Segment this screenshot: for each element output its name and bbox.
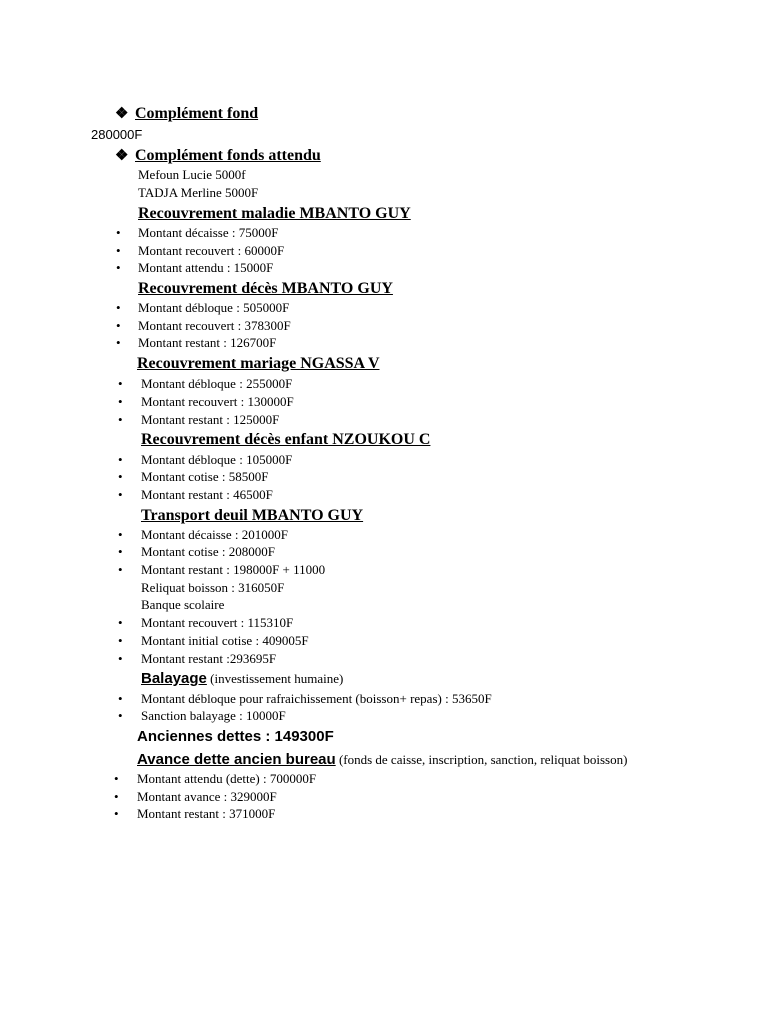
list-item: Montant décaisse : 201000F [141, 527, 288, 542]
bullet-icon: • [118, 562, 123, 577]
bullet-icon: • [118, 633, 123, 648]
heading-text: Balayage [141, 670, 207, 687]
bullet-icon: • [118, 651, 123, 666]
heading-text: Complément fond [135, 105, 259, 122]
list-item: Montant restant : 46500F [141, 487, 273, 502]
diamond-bullet-icon: ❖ [115, 148, 129, 164]
bullet-icon: • [118, 544, 123, 559]
heading-text: Avance dette ancien bureau [137, 751, 336, 768]
bullet-icon: • [116, 243, 121, 258]
bullet-icon: • [116, 335, 121, 350]
text-line: Mefoun Lucie 5000f [138, 167, 246, 182]
heading-recouvrement-mariage: Recouvrement mariage NGASSA V [137, 355, 380, 372]
text-line: Banque scolaire [141, 597, 225, 612]
list-item: Montant débloque pour rafraichissement (boisson+ repas) : 53650F [141, 691, 492, 706]
bullet-icon: • [118, 412, 123, 427]
list-item: Montant débloque : 255000F [141, 376, 293, 391]
heading-complement-fond [115, 104, 258, 124]
bullet-icon: • [116, 318, 121, 333]
heading-balayage [141, 669, 343, 688]
bullet-icon: • [114, 789, 119, 804]
list-item: Montant décaisse : 75000F [138, 225, 279, 240]
amount-line: 280000F [91, 127, 143, 142]
list-item: Montant avance : 329000F [137, 789, 277, 804]
heading-recouvrement-maladie: Recouvrement maladie MBANTO GUY [138, 205, 411, 222]
bullet-icon: • [114, 806, 119, 821]
list-item: Montant cotise : 208000F [141, 544, 275, 559]
bullet-icon: • [118, 691, 123, 706]
bullet-icon: • [118, 708, 123, 723]
heading-avance-dette [137, 750, 627, 769]
bullet-icon: • [118, 527, 123, 542]
heading-recouvrement-deces-enfant: Recouvrement décès enfant NZOUKOU C [141, 431, 431, 448]
bullet-icon: • [118, 452, 123, 467]
bullet-icon: • [116, 300, 121, 315]
heading-text: Complément fonds attendu [135, 147, 321, 164]
list-item: Montant débloque : 105000F [141, 452, 293, 467]
bullet-icon: • [116, 260, 121, 275]
heading-note: (fonds de caisse, inscription, sanction, reliquat boisson) [338, 752, 628, 767]
bullet-icon: • [118, 469, 123, 484]
list-item: Montant restant : 198000F + 11000 [141, 562, 326, 577]
list-item: Montant restant :293695F [141, 651, 277, 666]
bullet-icon: • [118, 487, 123, 502]
list-item: Sanction balayage : 10000F [141, 708, 286, 723]
list-item: Montant recouvert : 115310F [141, 615, 294, 630]
text-line: TADJA Merline 5000F [138, 185, 259, 200]
list-item: Montant restant : 125000F [141, 412, 280, 427]
list-item: Montant recouvert : 130000F [141, 394, 294, 409]
text-line: Reliquat boisson : 316050F [141, 580, 285, 595]
list-item: Montant attendu : 15000F [138, 260, 274, 275]
list-item: Montant débloque : 505000F [138, 300, 290, 315]
bullet-icon: • [116, 225, 121, 240]
list-item: Montant attendu (dette) : 700000F [137, 771, 317, 786]
heading-note: (investissement humaine) [210, 671, 344, 686]
heading-anciennes-dettes: Anciennes dettes : 149300F [137, 728, 334, 745]
list-item: Montant restant : 371000F [137, 806, 276, 821]
bullet-icon: • [118, 394, 123, 409]
list-item: Montant initial cotise : 409005F [141, 633, 309, 648]
heading-recouvrement-deces: Recouvrement décès MBANTO GUY [138, 280, 393, 297]
heading-complement-fonds-attendu [115, 146, 321, 166]
bullet-icon: • [114, 771, 119, 786]
diamond-bullet-icon: ❖ [115, 106, 129, 122]
heading-transport-deuil: Transport deuil MBANTO GUY [141, 507, 364, 524]
list-item: Montant restant : 126700F [138, 335, 277, 350]
bullet-icon: • [118, 615, 123, 630]
bullet-icon: • [118, 376, 123, 391]
list-item: Montant cotise : 58500F [141, 469, 269, 484]
list-item: Montant recouvert : 378300F [138, 318, 291, 333]
list-item: Montant recouvert : 60000F [138, 243, 285, 258]
